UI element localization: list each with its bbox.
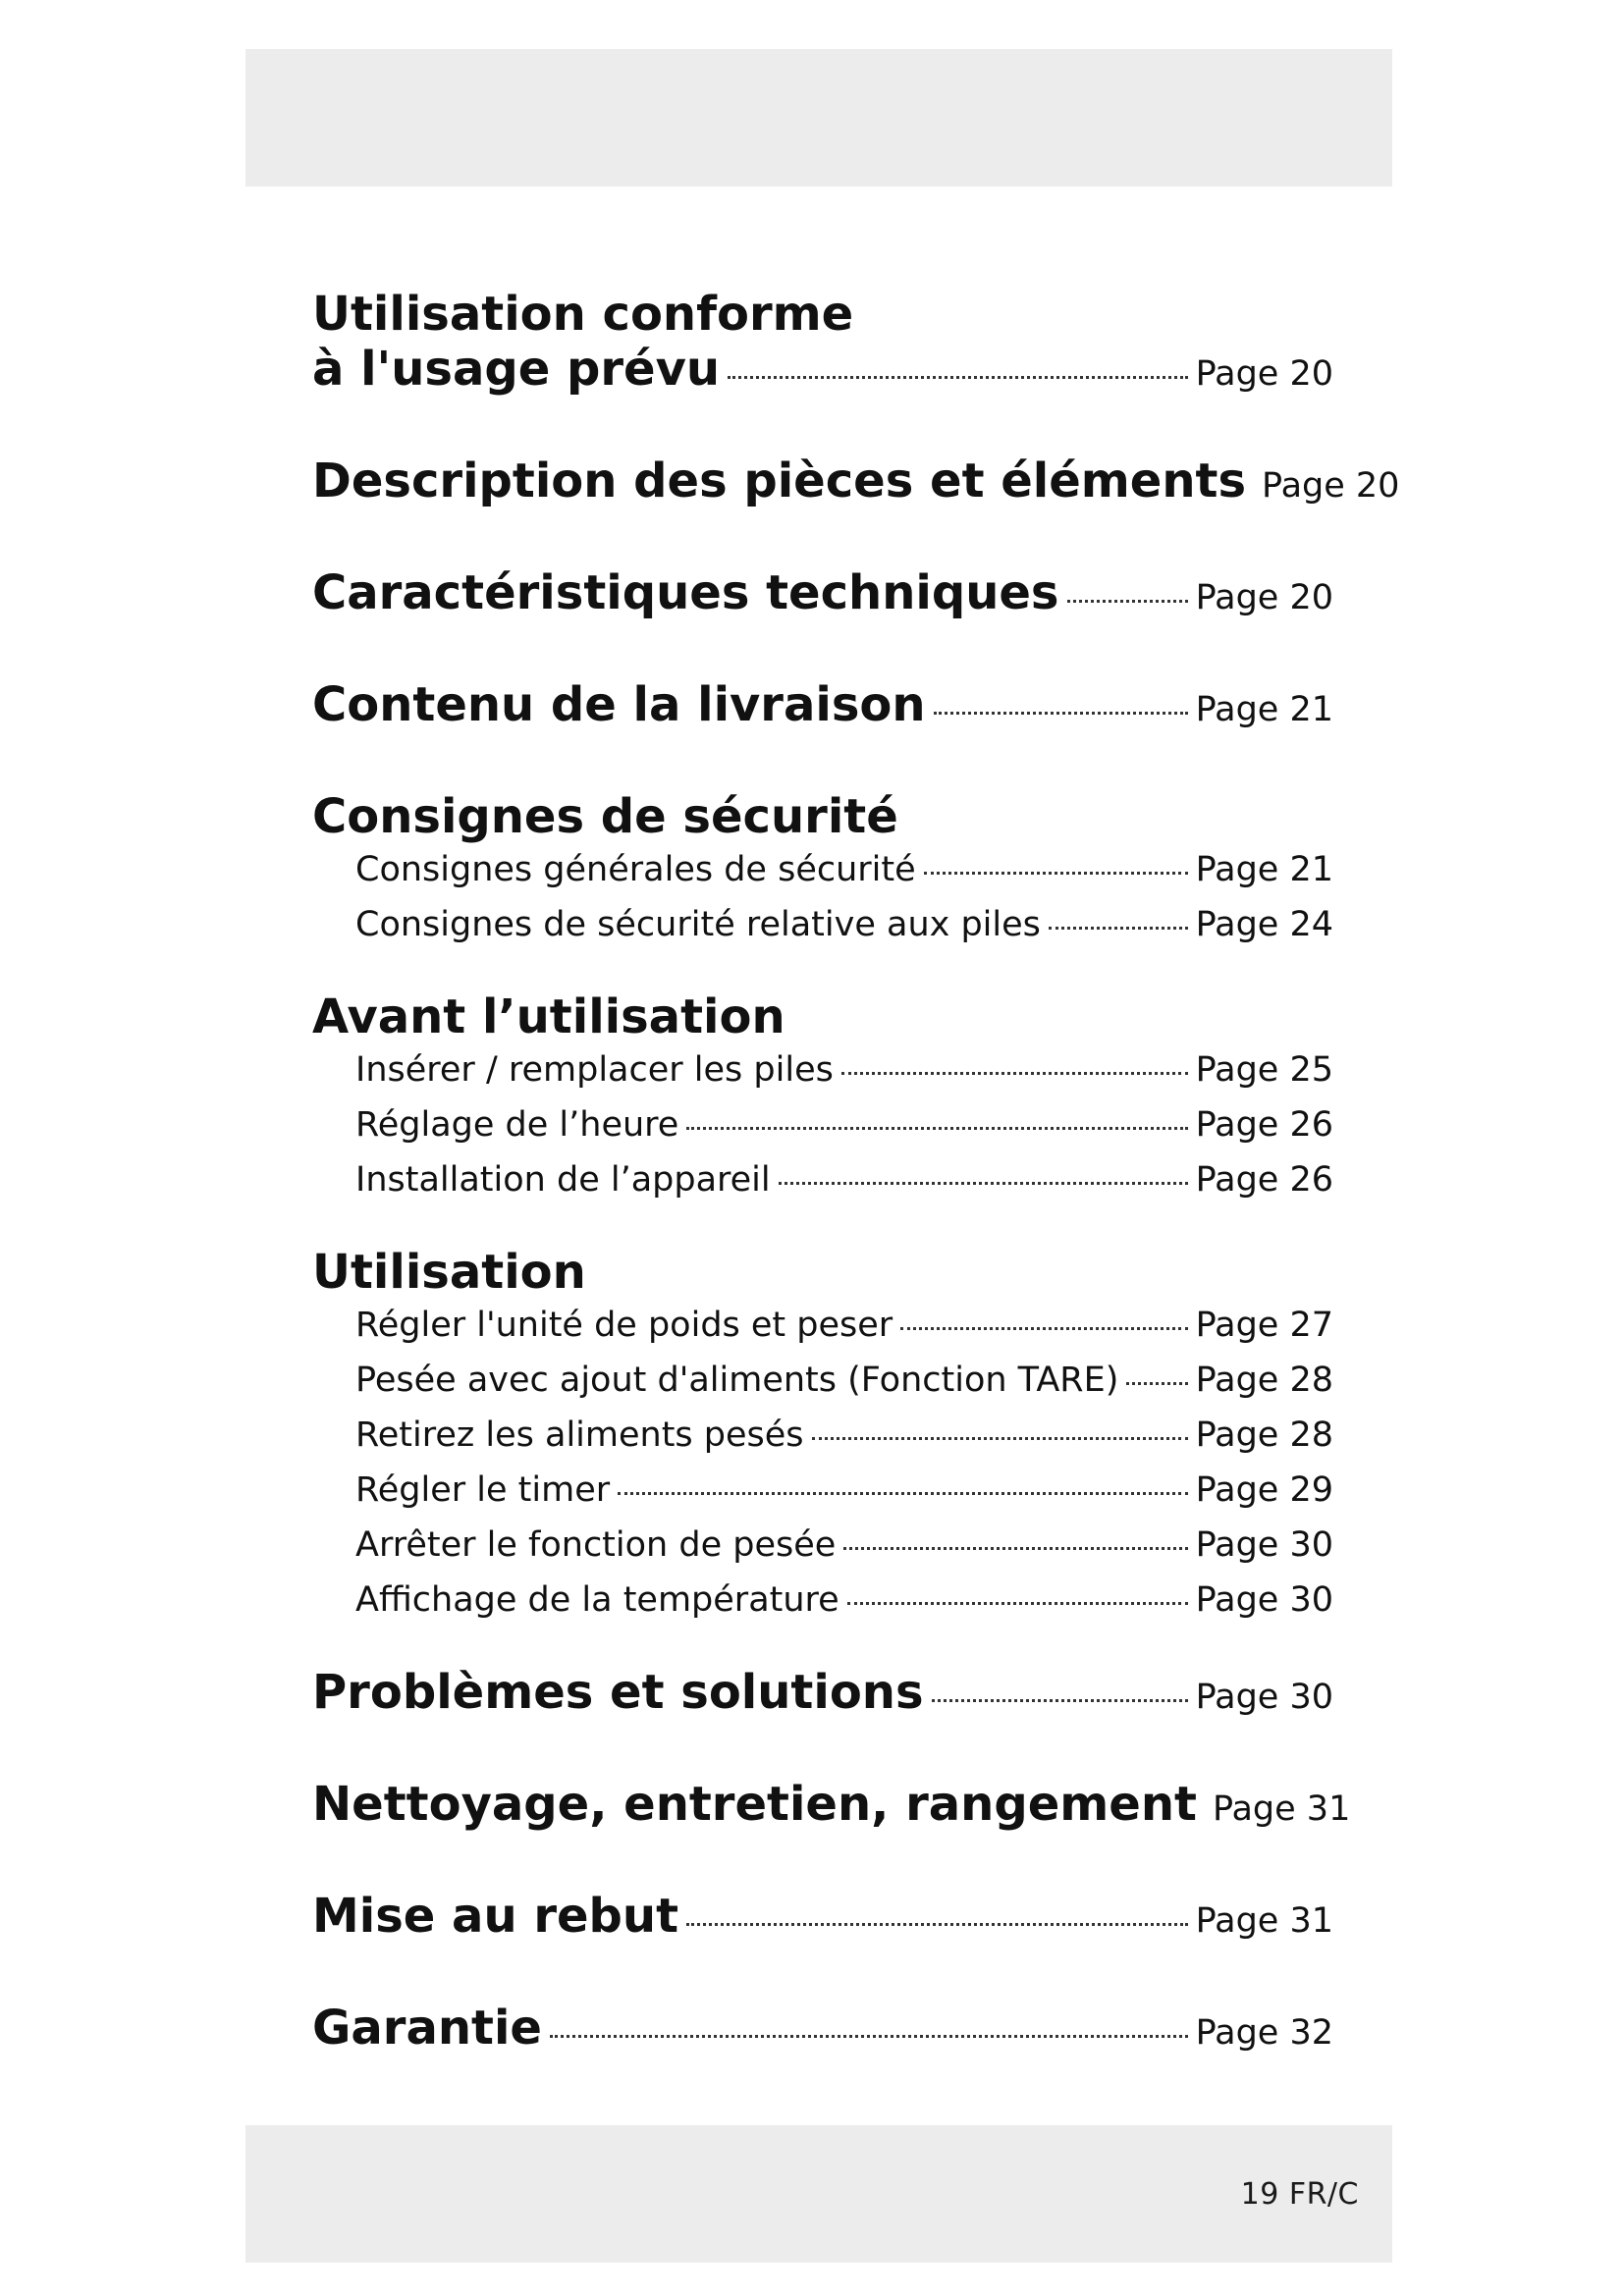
- dot-leader: [779, 1182, 1188, 1185]
- dot-leader: [847, 1602, 1188, 1605]
- toc-page-ref: Page 26: [1195, 1105, 1333, 1145]
- toc-subentry[interactable]: [312, 1415, 1333, 1455]
- dot-leader: [812, 1437, 1188, 1440]
- dot-leader: [1126, 1382, 1187, 1385]
- page-number: 19 FR/C: [1240, 2177, 1359, 2212]
- toc-page-ref: Page 25: [1195, 1050, 1333, 1090]
- toc-subentry[interactable]: [312, 1105, 1333, 1145]
- toc-subentry-text: Arrêter le fonction de pesée: [355, 1525, 837, 1565]
- toc-subentry-text: Réglage de l’heure: [355, 1105, 679, 1145]
- toc-subentry[interactable]: [312, 1470, 1333, 1510]
- toc-title: Mise au rebut: [312, 1889, 679, 1944]
- toc-page-ref: Page 32: [1195, 2013, 1333, 2053]
- toc-group-title[interactable]: Consignes de sécurité: [312, 789, 898, 844]
- toc-page-ref: Page 29: [1195, 1470, 1333, 1510]
- toc-title: Nettoyage, entretien, rangement: [312, 1777, 1197, 1832]
- toc-title-line2: à l'usage prévu: [312, 342, 721, 397]
- dot-leader: [686, 1127, 1187, 1130]
- toc-page-ref: Page 20: [1195, 578, 1333, 617]
- toc-page-ref: Page 27: [1195, 1306, 1333, 1345]
- toc-subentry[interactable]: [312, 1306, 1333, 1345]
- toc-subentry[interactable]: [312, 1525, 1333, 1565]
- footer-band: [245, 2125, 1392, 2263]
- toc-title: Problèmes et solutions: [312, 1665, 924, 1720]
- toc-page-ref: Page 30: [1195, 1678, 1333, 1717]
- toc-subentry[interactable]: [312, 850, 1333, 889]
- toc-group-title[interactable]: Avant l’utilisation: [312, 989, 785, 1044]
- toc-group-before-use: [312, 989, 1333, 1200]
- toc-title: Contenu de la livraison: [312, 677, 926, 732]
- toc-entry-parts-description[interactable]: [312, 454, 1400, 508]
- dot-leader: [843, 1547, 1187, 1550]
- toc-page-ref: Page 21: [1195, 690, 1333, 729]
- toc-subentry-text: Régler le timer: [355, 1470, 611, 1510]
- toc-subentry[interactable]: [312, 1580, 1333, 1620]
- toc-subentry[interactable]: [312, 905, 1333, 944]
- dot-leader: [932, 1699, 1188, 1702]
- toc-page-ref: Page 31: [1212, 1789, 1351, 1829]
- dot-leader: [934, 712, 1188, 715]
- toc-page-ref: Page 28: [1195, 1415, 1333, 1455]
- toc-entry-troubleshooting[interactable]: [312, 1665, 1333, 1720]
- toc-entry-disposal[interactable]: [312, 1889, 1333, 1944]
- table-of-contents: [312, 287, 1400, 2112]
- dot-leader: [1067, 600, 1188, 603]
- toc-title: Description des pièces et éléments: [312, 454, 1247, 508]
- toc-group-title[interactable]: Utilisation: [312, 1245, 586, 1300]
- toc-subentry[interactable]: [312, 1050, 1333, 1090]
- toc-page-ref: Page 26: [1195, 1160, 1333, 1200]
- toc-subentry-text: Retirez les aliments pesés: [355, 1415, 804, 1455]
- toc-entry-technical-data[interactable]: [312, 565, 1333, 620]
- dot-leader: [924, 872, 1188, 875]
- toc-subentry[interactable]: [312, 1361, 1333, 1400]
- toc-entry-cleaning[interactable]: [312, 1777, 1351, 1832]
- toc-subentry-text: Installation de l’appareil: [355, 1160, 771, 1200]
- toc-title-line1: Utilisation conforme: [312, 287, 854, 342]
- toc-page-ref: Page 20: [1195, 354, 1333, 394]
- dot-leader: [841, 1072, 1188, 1075]
- dot-leader: [618, 1492, 1187, 1495]
- toc-title: Garantie: [312, 2001, 542, 2056]
- toc-page-ref: Page 30: [1195, 1525, 1333, 1565]
- dot-leader: [550, 2035, 1188, 2038]
- dot-leader: [900, 1327, 1187, 1330]
- toc-group-usage: [312, 1245, 1333, 1620]
- dot-leader: [728, 376, 1188, 379]
- toc-page-ref: Page 21: [1195, 850, 1333, 889]
- toc-subentry-text: Affichage de la température: [355, 1580, 839, 1620]
- toc-page-ref: Page 31: [1195, 1901, 1333, 1941]
- toc-page-ref: Page 20: [1262, 466, 1400, 506]
- toc-subentry-text: Consignes générales de sécurité: [355, 850, 916, 889]
- toc-subentry-text: Régler l'unité de poids et peser: [355, 1306, 893, 1345]
- toc-group-safety: [312, 789, 1333, 944]
- toc-subentry-text: Pesée avec ajout d'aliments (Fonction TARE): [355, 1361, 1119, 1400]
- toc-title: Caractéristiques techniques: [312, 565, 1059, 620]
- toc-page-ref: Page 24: [1195, 905, 1333, 944]
- toc-entry-warranty[interactable]: [312, 2001, 1333, 2056]
- toc-entry-intended-use[interactable]: [312, 287, 1333, 397]
- toc-subentry-text: Consignes de sécurité relative aux piles: [355, 905, 1041, 944]
- toc-subentry[interactable]: [312, 1160, 1333, 1200]
- dot-leader: [1049, 927, 1188, 930]
- toc-page-ref: Page 30: [1195, 1580, 1333, 1620]
- toc-entry-delivery-contents[interactable]: [312, 677, 1333, 732]
- toc-page-ref: Page 28: [1195, 1361, 1333, 1400]
- header-band: [245, 49, 1392, 187]
- dot-leader: [686, 1923, 1188, 1926]
- toc-subentry-text: Insérer / remplacer les piles: [355, 1050, 834, 1090]
